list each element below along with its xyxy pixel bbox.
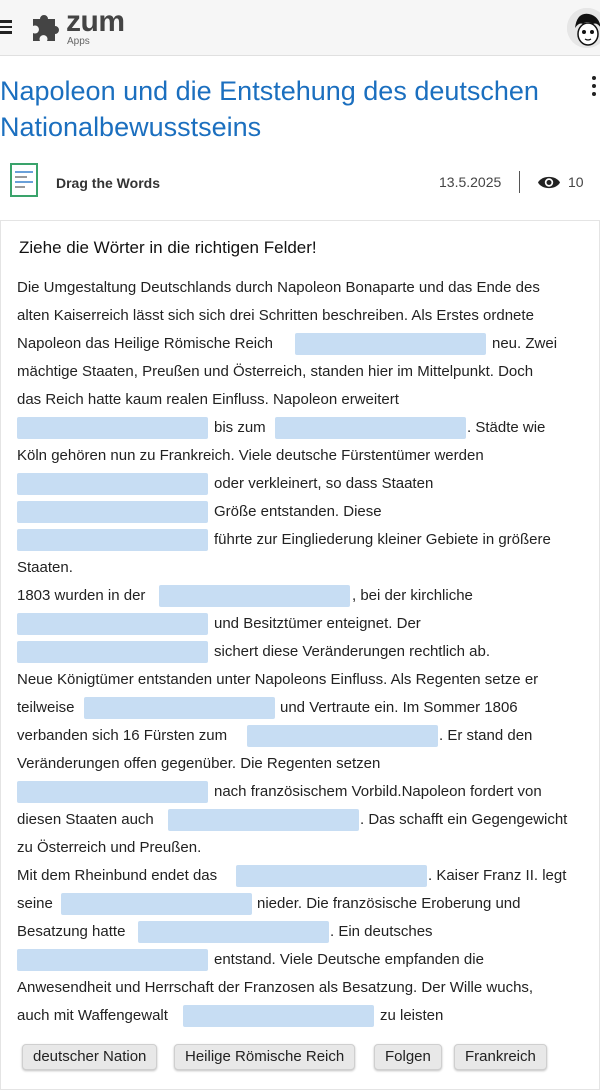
text-line: nieder. Die französische Eroberung und	[257, 895, 521, 912]
text-line: teilweise	[17, 699, 75, 716]
drop-zone[interactable]	[17, 417, 208, 439]
logo-subtitle: Apps	[67, 36, 90, 47]
more-options-icon[interactable]	[588, 76, 600, 100]
view-count: 10	[568, 174, 584, 190]
drop-zone[interactable]	[17, 781, 208, 803]
drop-zone[interactable]	[295, 333, 486, 355]
text-line: und Besitztümer enteignet. Der	[214, 615, 421, 632]
drop-zone[interactable]	[17, 473, 208, 495]
page-title	[0, 73, 570, 145]
text-line: verbanden sich 16 Fürsten zum	[17, 727, 228, 744]
text-line: und Vertraute ein. Im Sommer 1806	[280, 699, 518, 716]
drop-zone[interactable]	[183, 1005, 374, 1027]
text-line: zu leisten	[380, 1007, 444, 1024]
drop-zone[interactable]	[236, 865, 427, 887]
content-type-icon	[10, 163, 38, 197]
drop-zone[interactable]	[17, 641, 208, 663]
text-line: Besatzung hatte	[17, 923, 126, 940]
draggable-word[interactable]: deutscher Nation	[22, 1044, 157, 1070]
meta-divider	[519, 171, 520, 193]
drop-zone[interactable]	[84, 697, 275, 719]
draggable-word[interactable]: Folgen	[374, 1044, 442, 1070]
avatar[interactable]	[567, 8, 600, 48]
content-type-label: Drag the Words	[56, 175, 160, 191]
text-line: 1803 wurden in der	[17, 587, 146, 604]
text-line: sichert diese Veränderungen rechtlich ab.	[214, 643, 491, 660]
text-line: mächtige Staaten, Preußen und Österreich, standen hier im Mittelpunkt. Doch	[17, 363, 534, 380]
eye-icon	[537, 174, 561, 191]
text-line: Größe entstanden. Diese	[214, 503, 382, 520]
text-line: neu. Zwei	[492, 335, 558, 352]
drop-zone[interactable]	[17, 613, 208, 635]
top-bar	[0, 0, 600, 56]
text-line: entstand. Viele Deutsche empfanden die	[214, 951, 484, 968]
text-line: . Das schafft ein Gegengewicht	[360, 811, 568, 828]
text-line: auch mit Waffengewalt	[17, 1007, 168, 1024]
draggable-word[interactable]: Heilige Römische Reich	[174, 1044, 355, 1070]
text-line: Staaten.	[17, 559, 73, 576]
publish-date: 13.5.2025	[439, 174, 502, 190]
text-line: Anwesendheit und Herrschaft der Franzosen als Besatzung. Der Wille wuchs,	[17, 979, 534, 996]
text-line: . Ein deutsches	[330, 923, 433, 940]
drop-zone[interactable]	[17, 501, 208, 523]
text-line: Mit dem Rheinbund endet das	[17, 867, 218, 884]
text-line: Die Umgestaltung Deutschlands durch Napoleon Bonaparte und das Ende des	[17, 279, 540, 296]
text-line: alten Kaiserreich lässt sich sich drei Schritten beschreiben. Als Erstes ordnete	[17, 307, 534, 324]
drop-zone[interactable]	[17, 529, 208, 551]
drop-zone[interactable]	[61, 893, 252, 915]
text-line: nach französischem Vorbild.Napoleon fordert von	[214, 783, 542, 800]
text-line: zu Österreich und Preußen.	[17, 839, 202, 856]
draggable-word[interactable]: Frankreich	[454, 1044, 547, 1070]
page-title-line-2: Nationalbewusstseins	[0, 112, 262, 142]
text-line: diesen Staaten auch	[17, 811, 154, 828]
drop-zone[interactable]	[138, 921, 329, 943]
text-line: , bei der kirchliche	[352, 587, 473, 604]
text-line: oder verkleinert, so dass Staaten	[214, 475, 434, 492]
text-line: Veränderungen offen gegenüber. Die Regenten setzen	[17, 755, 381, 772]
text-line: . Städte wie	[467, 419, 546, 436]
text-line: . Er stand den	[439, 727, 533, 744]
drop-zone[interactable]	[17, 949, 208, 971]
drop-zone[interactable]	[247, 725, 438, 747]
drop-zone[interactable]	[159, 585, 350, 607]
task-instruction: Ziehe die Wörter in die richtigen Felder!	[19, 238, 317, 257]
text-line: Köln gehören nun zu Frankreich. Viele deutsche Fürstentümer werden	[17, 447, 484, 464]
drop-zone[interactable]	[168, 809, 359, 831]
text-line: führte zur Eingliederung kleiner Gebiete in größere	[214, 531, 551, 548]
logo-text[interactable]: zum	[66, 5, 125, 38]
text-line: bis zum	[214, 419, 266, 436]
puzzle-logo-icon[interactable]	[27, 9, 63, 43]
page-title-line-1: Napoleon und die Entstehung des deutschen	[0, 76, 539, 106]
menu-icon[interactable]	[0, 20, 12, 34]
text-line: . Kaiser Franz II. legt	[428, 867, 567, 884]
text-line: Neue Königtümer entstanden unter Napoleons Einfluss. Als Regenten setze er	[17, 671, 539, 688]
text-line: das Reich hatte kaum realen Einfluss. Napoleon erweitert	[17, 391, 399, 408]
text-line: Napoleon das Heilige Römische Reich	[17, 335, 273, 352]
text-line: seine	[17, 895, 53, 912]
drop-zone[interactable]	[275, 417, 466, 439]
